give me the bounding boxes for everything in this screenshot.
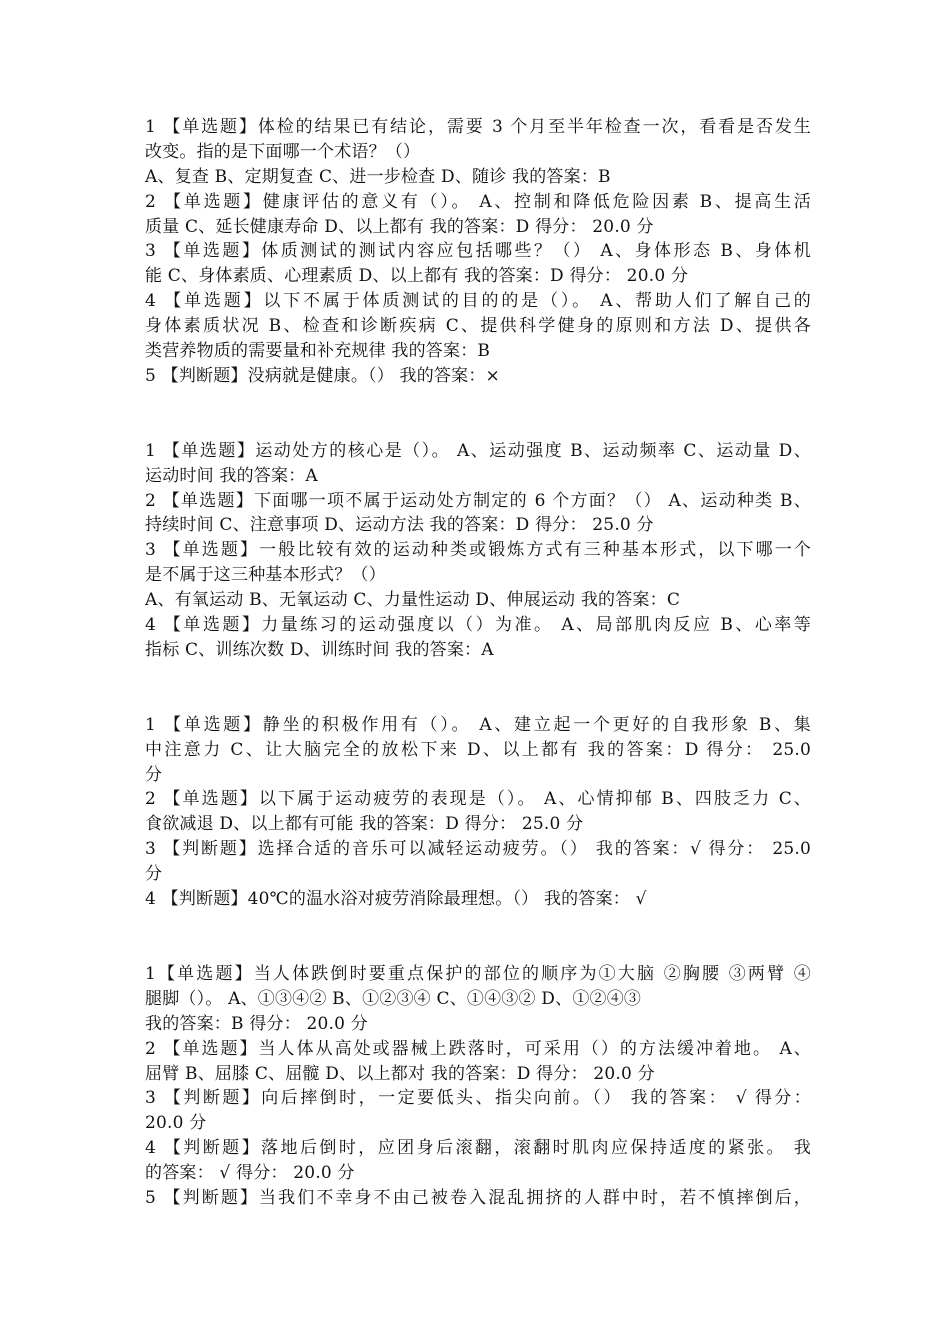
text-line: 类营养物质的需要量和补充规律 我的答案：B	[145, 341, 491, 362]
quiz-section-1	[145, 115, 811, 389]
text-line: 4 【单选题】以下不属于体质测试的目的的是（）。 A、帮助人们了解自己的	[145, 291, 811, 312]
text-line: 2 【单选题】当人体从高处或器械上跌落时，可采用（）的方法缓冲着地。 A、	[145, 1038, 811, 1059]
text-line: 中注意力 C、让大脑完全的放松下来 D、以上都有 我的答案：D 得分： 25.0	[145, 739, 811, 760]
text-line: 运动时间 我的答案：A	[145, 465, 318, 486]
text-line: 屈臂 B、屈膝 C、屈髋 D、以上都对 我的答案：D 得分： 20.0 分	[145, 1063, 655, 1084]
text-line: 分	[145, 864, 163, 885]
text-line: 3 【单选题】一般比较有效的运动种类或锻炼方式有三种基本形式，以下哪一个	[145, 540, 811, 561]
text-line: 能 C、身体素质、心理素质 D、以上都有 我的答案：D 得分： 20.0 分	[145, 266, 689, 287]
text-line: 4 【判断题】落地后倒时，应团身后滚翻，滚翻时肌肉应保持适度的紧张。 我	[145, 1138, 811, 1159]
text-line: 5 【判断题】没病就是健康。（） 我的答案：×	[145, 365, 500, 386]
text-line: 分	[145, 764, 163, 785]
text-line: 4 【单选题】力量练习的运动强度以（）为准。 A、局部肌肉反应 B、心率等	[145, 615, 811, 636]
text-line: 1【单选题】当人体跌倒时要重点保护的部位的顺序为①大脑 ②胸腰 ③两臂 ④	[145, 963, 811, 984]
text-line: 我的答案：B 得分： 20.0 分	[145, 1013, 368, 1034]
text-line: 5 【判断题】当我们不幸身不由己被卷入混乱拥挤的人群中时，若不慎摔倒后，	[145, 1187, 811, 1208]
text-line: A、复查 B、定期复查 C、进一步检查 D、随诊 我的答案：B	[145, 166, 611, 187]
quiz-section-4	[145, 962, 811, 1211]
quiz-section-2	[145, 439, 811, 663]
text-line: 3 【单选题】体质测试的测试内容应包括哪些？（） A、身体形态 B、身体机	[145, 241, 811, 262]
text-line: 持续时间 C、注意事项 D、运动方法 我的答案：D 得分： 25.0 分	[145, 515, 654, 536]
text-line: 改变。指的是下面哪一个术语？（）	[145, 141, 421, 162]
text-line: 腿脚（）。 A、①③④② B、①②③④ C、①④③② D、①②④③	[145, 988, 642, 1009]
text-line: 3 【判断题】向后摔倒时，一定要低头、指尖向前。（） 我的答案： √ 得分：	[145, 1088, 811, 1109]
text-line: 2 【单选题】以下属于运动疲劳的表现是（）。 A、心情抑郁 B、四肢乏力 C、	[145, 789, 811, 810]
text-line: 质量 C、延长健康寿命 D、以上都有 我的答案：D 得分： 20.0 分	[145, 216, 654, 237]
text-line: 1 【单选题】运动处方的核心是（）。 A、运动强度 B、运动频率 C、运动量 D、	[145, 440, 811, 461]
text-line: 1 【单选题】体检的结果已有结论，需要 3 个月至半年检查一次，看看是否发生	[145, 117, 811, 137]
text-line: 2 【单选题】健康评估的意义有（）。 A、控制和降低危险因素 B、提高生活	[145, 191, 811, 212]
text-line: 4 【判断题】40℃的温水浴对疲劳消除最理想。（） 我的答案： √	[145, 889, 647, 910]
text-line: 20.0 分	[145, 1113, 207, 1134]
text-line: A、有氧运动 B、无氧运动 C、力量性运动 D、伸展运动 我的答案：C	[145, 590, 681, 611]
text-line: 3 【判断题】选择合适的音乐可以减轻运动疲劳。（） 我的答案：√ 得分： 25.0	[145, 839, 811, 860]
text-line: 食欲减退 D、以上都有可能 我的答案：D 得分： 25.0 分	[145, 814, 584, 835]
text-line: 身体素质状况 B、检查和诊断疾病 C、提供科学健身的原则和方法 D、提供各	[145, 316, 811, 337]
document-page	[145, 115, 811, 1211]
text-line: 1 【单选题】静坐的积极作用有（）。 A、建立起一个更好的自我形象 B、集	[145, 714, 811, 735]
quiz-section-3	[145, 713, 811, 912]
text-line: 2 【单选题】下面哪一项不属于运动处方制定的 6 个方面？（） A、运动种类 B、	[145, 490, 811, 511]
text-line: 指标 C、训练次数 D、训练时间 我的答案：A	[145, 639, 494, 660]
text-line: 是不属于这三种基本形式？（）	[145, 565, 386, 586]
text-line: 的答案： √ 得分： 20.0 分	[145, 1163, 355, 1184]
